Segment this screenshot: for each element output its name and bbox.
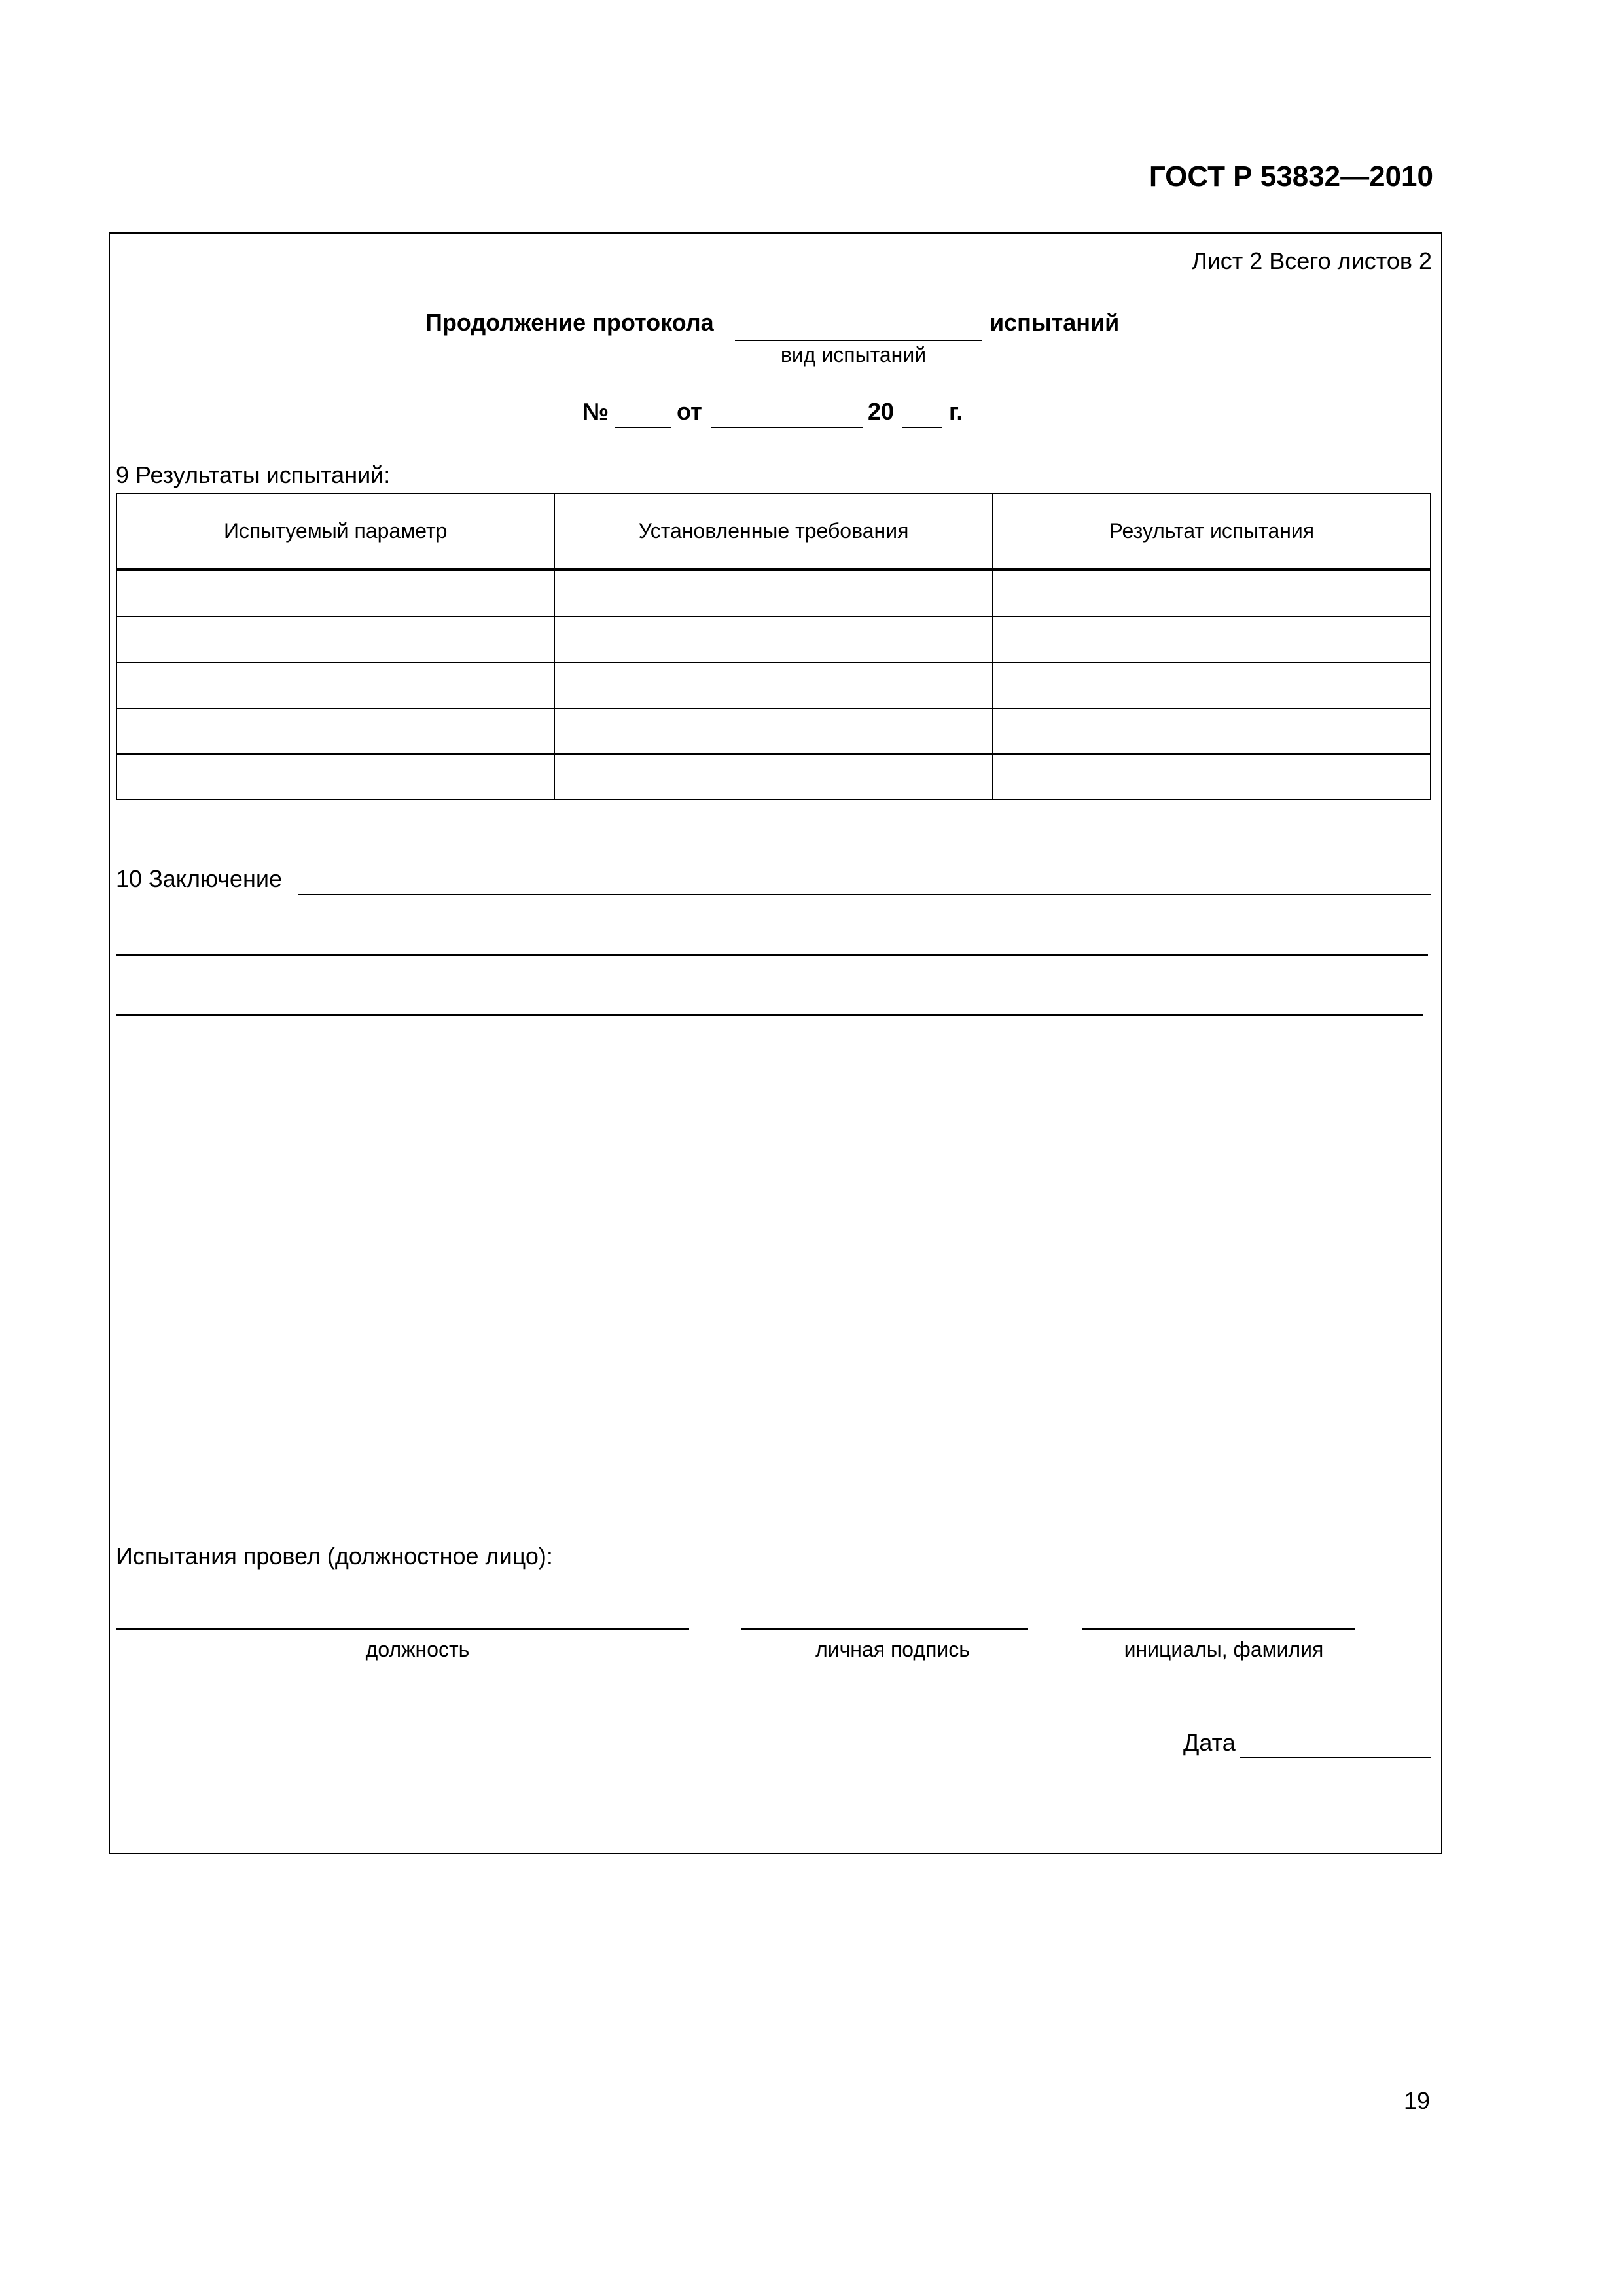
conclusion-line-3[interactable] xyxy=(116,1014,1423,1016)
results-table xyxy=(116,493,1431,800)
section-10-label: 10 Заключение xyxy=(116,865,282,892)
table-cell[interactable] xyxy=(554,662,992,708)
position-signature-line[interactable] xyxy=(116,1628,689,1630)
table-cell[interactable] xyxy=(116,708,554,754)
name-caption: инициалы, фамилия xyxy=(1124,1638,1324,1661)
table-row xyxy=(116,662,1431,708)
conclusion-line-2[interactable] xyxy=(116,954,1428,956)
protocol-number-blank-line[interactable] xyxy=(615,427,671,428)
table-cell[interactable] xyxy=(116,754,554,800)
table-cell[interactable] xyxy=(993,570,1431,617)
test-type-hint: вид испытаний xyxy=(780,343,927,367)
table-row xyxy=(116,708,1431,754)
column-header: Установленные требования xyxy=(554,493,992,570)
table-cell[interactable] xyxy=(554,708,992,754)
date-blank-line[interactable] xyxy=(1240,1757,1431,1758)
column-header: Испытуемый параметр xyxy=(116,493,554,570)
year-suffix: г. xyxy=(949,398,963,425)
tested-by-label: Испытания провел (должностное лицо): xyxy=(116,1543,553,1570)
test-type-blank-line[interactable] xyxy=(735,340,982,341)
standard-number: ГОСТ Р 53832—2010 xyxy=(1149,160,1433,192)
table-cell[interactable] xyxy=(554,617,992,662)
table-cell[interactable] xyxy=(993,708,1431,754)
table-cell[interactable] xyxy=(116,662,554,708)
table-cell[interactable] xyxy=(554,570,992,617)
table-cell[interactable] xyxy=(993,754,1431,800)
position-caption: должность xyxy=(365,1638,470,1661)
protocol-date-blank-line[interactable] xyxy=(711,427,863,428)
table-row xyxy=(116,617,1431,662)
title-prefix: Продолжение протокола xyxy=(425,309,714,336)
table-row xyxy=(116,754,1431,800)
table-cell[interactable] xyxy=(116,570,554,617)
title-suffix: испытаний xyxy=(990,309,1120,336)
number-sign: № xyxy=(582,398,609,425)
name-signature-line[interactable] xyxy=(1082,1628,1355,1630)
table-cell[interactable] xyxy=(116,617,554,662)
table-header-row xyxy=(116,493,1431,570)
year-blank-line[interactable] xyxy=(902,427,942,428)
conclusion-line-1[interactable] xyxy=(298,894,1431,895)
table-cell[interactable] xyxy=(993,662,1431,708)
page-number: 19 xyxy=(1403,2087,1430,2114)
column-header: Результат испытания xyxy=(993,493,1431,570)
table-row xyxy=(116,570,1431,617)
date-label: Дата xyxy=(1183,1729,1236,1756)
personal-signature-line[interactable] xyxy=(741,1628,1028,1630)
table-cell[interactable] xyxy=(554,754,992,800)
year-prefix: 20 xyxy=(868,398,895,425)
sheet-info: Лист 2 Всего листов 2 xyxy=(1191,247,1432,274)
signature-caption: личная подпись xyxy=(815,1638,970,1661)
section-9-label: 9 Результаты испытаний: xyxy=(116,461,391,488)
from-label: от xyxy=(677,398,702,425)
table-cell[interactable] xyxy=(993,617,1431,662)
